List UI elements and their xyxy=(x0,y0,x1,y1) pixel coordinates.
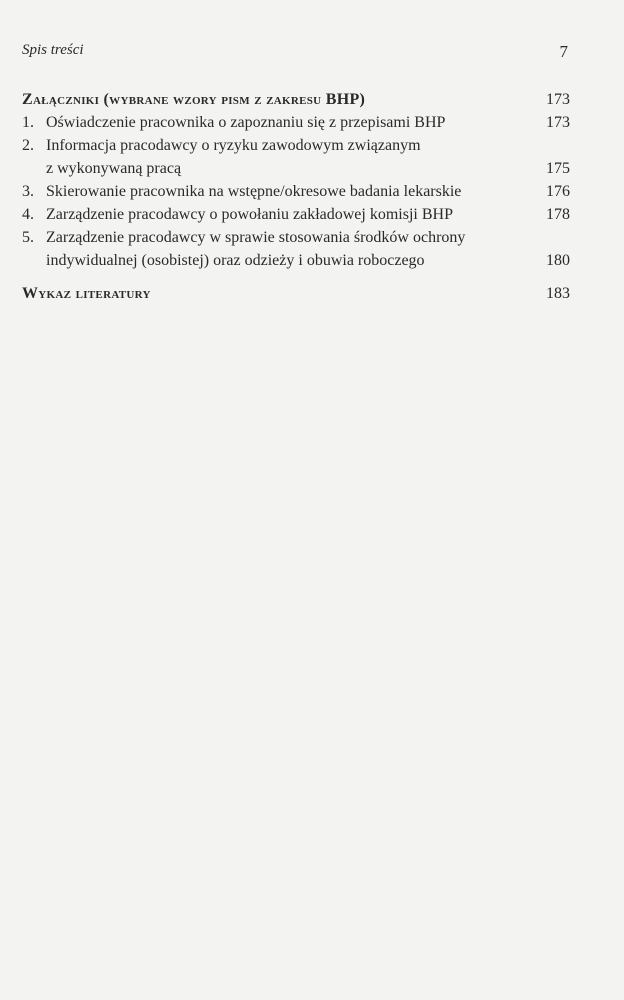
toc-item-title: Oświadczenie pracownika o zapoznaniu się z przepisami BHP xyxy=(46,114,446,131)
toc-item xyxy=(22,111,570,134)
toc-item xyxy=(22,203,570,226)
page-number: 7 xyxy=(559,42,568,61)
toc-item-number: 1. xyxy=(22,114,34,131)
toc-page-ref: 176 xyxy=(546,183,570,200)
toc-item-number: 4. xyxy=(22,206,34,223)
toc-page-ref: 178 xyxy=(546,206,570,223)
toc-section-literature xyxy=(22,282,570,305)
toc-page-ref: 173 xyxy=(546,114,570,131)
toc-section-heading: Załączniki (wybrane wzory pism z zakresu BHP) xyxy=(22,91,366,108)
toc-item-title: Zarządzenie pracodawcy o powołaniu zakładowej komisji BHP xyxy=(46,206,453,223)
toc-item-number: 5. xyxy=(22,229,34,246)
toc-item-number: 3. xyxy=(22,183,34,200)
toc-page-ref: 173 xyxy=(546,91,570,108)
toc-section-appendix xyxy=(22,88,570,111)
toc-item-title: Informacja pracodawcy o ryzyku zawodowym związanym xyxy=(46,137,421,154)
toc-item xyxy=(22,226,570,272)
spacer xyxy=(22,272,570,282)
toc-item-number: 2. xyxy=(22,137,34,154)
toc-section-heading: Wykaz literatury xyxy=(22,285,151,302)
toc-item-title: Zarządzenie pracodawcy w sprawie stosowania środków ochrony xyxy=(46,229,466,246)
toc-page-ref: 175 xyxy=(546,160,570,177)
table-of-contents xyxy=(22,88,570,305)
toc-page-ref: 183 xyxy=(546,285,570,302)
toc-page-ref: 180 xyxy=(546,252,570,269)
toc-item-title: Skierowanie pracownika na wstępne/okresowe badania lekarskie xyxy=(46,183,462,200)
toc-item xyxy=(22,180,570,203)
running-title: Spis treści xyxy=(22,42,84,58)
running-head xyxy=(22,42,568,62)
toc-item-title-cont: z wykonywaną pracą xyxy=(46,160,182,177)
toc-item-title-cont: indywidualnej (osobistej) oraz odzieży i obuwia roboczego xyxy=(46,252,425,269)
toc-item xyxy=(22,134,570,180)
